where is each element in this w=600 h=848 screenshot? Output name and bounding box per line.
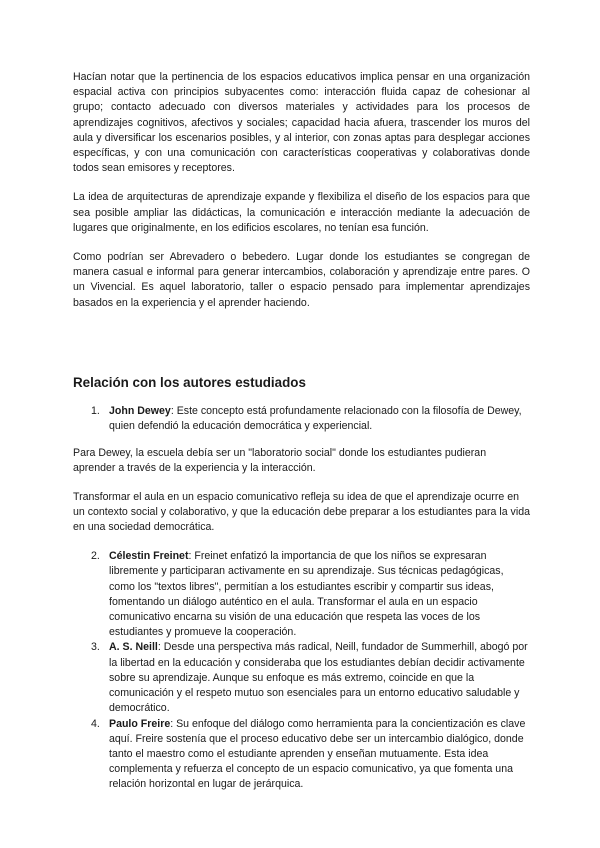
authors-list-part2 xyxy=(73,549,530,792)
list-number: 3. xyxy=(91,641,100,654)
author-text: : Su enfoque del diálogo como herramienta para la concientización es clave aquí. Freire sostenía que el proceso educativo debe ser un intercambio dialógico, donde tanto el maestro como el estudiante aprenden y enseñan mutuamente. Esta idea complementa y refuerza el concepto de un espacio comunicativo, ya que fomenta una relación horizontal en lugar de jerárquica. xyxy=(109,717,526,791)
paragraph-abrevadero: Como podrían ser Abrevadero o bebedero. Lugar donde los estudiantes se congregan de manera casual e informal para generar intercambios, colaboración y aprendizaje entre pares. O un Vivencial. Es aquel laboratorio, taller o espacio pensado para implementar aprendizajes basados en la experiencia y el aprender haciendo. xyxy=(73,251,530,309)
list-number: 4. xyxy=(91,717,100,730)
author-name: Paulo Freire xyxy=(109,717,171,730)
author-name: Célestin Freinet xyxy=(109,550,189,563)
list-item-freinet xyxy=(73,549,530,640)
authors-list-part1 xyxy=(73,404,530,434)
paragraph-arquitecturas: La idea de arquitecturas de aprendizaje expande y flexibiliza el diseño de los espacios para que sea posible ampliar las didácticas, la comunicación e interacción mediante la adecuación de lugares que originalmente, en los edificios escolares, no tenían esa función. xyxy=(73,191,530,234)
list-item-neill xyxy=(73,640,530,716)
paragraph-dewey-aula: Transformar el aula en un espacio comunicativo refleja su idea de que el aprendizaje ocurre en un contexto social y colaborativo, y que la educación debe preparar a los estudiantes para la vida en una sociedad democrática. xyxy=(73,490,530,534)
list-number: 1. xyxy=(91,404,100,417)
author-name: A. S. Neill xyxy=(109,641,158,654)
list-number: 2. xyxy=(91,550,100,563)
author-text: : Freinet enfatizó la importancia de que los niños se expresaran libremente y participaran activamente en su aprendizaje. Sus técnicas pedagógicas, como los "textos libres", permitían a los estudiantes escribir y compartir sus ideas, fomentando un diálogo auténtico en el aula. Transformar el aula en un espacio comunicativo encarna su visión de una educación que respeta las voces de los estudiantes y promueve la cooperación. xyxy=(109,550,504,639)
section-title: Relación con los autores estudiados xyxy=(73,374,306,390)
author-text: : Desde una perspectiva más radical, Neill, fundador de Summerhill, abogó por la libertad en la educación y consideraba que los estudiantes debían decidir activamente sobre su aprendizaje. Aunque su enfoque es más extremo, coincide en que la comunicación y el respeto mutuo son esenciales para un entorno educativo saludable y democrático. xyxy=(109,641,528,715)
list-item-freire xyxy=(73,717,530,793)
author-name: John Dewey xyxy=(109,404,171,417)
paragraph-dewey-laboratorio: Para Dewey, la escuela debía ser un "laboratorio social" donde los estudiantes pudieran aprender a través de la experiencia y la interacción. xyxy=(73,447,487,475)
list-item-dewey xyxy=(73,404,530,434)
paragraph-espacios: Hacían notar que la pertinencia de los espacios educativos implica pensar en una organización espacial activa con principios subyacentes como: interacción fluida capaz de cohesionar al grupo; contacto adecuado con diversos materiales y actividades para los procesos de aprendizajes cognitivos, afectivos y sociales; capacidad hacia afuera, trascender los muros del aula y diversificar los escenarios posibles, y al interior, con zonas aptas para desplegar acciones específicas, y con una comunicación con características cooperativas y colaborativas donde todos sean emisores y receptores. xyxy=(73,71,530,175)
author-text: : Este concepto está profundamente relacionado con la filosofía de Dewey, quien defendió la educación democrática y experiencial. xyxy=(109,404,522,433)
document-page xyxy=(73,70,530,793)
